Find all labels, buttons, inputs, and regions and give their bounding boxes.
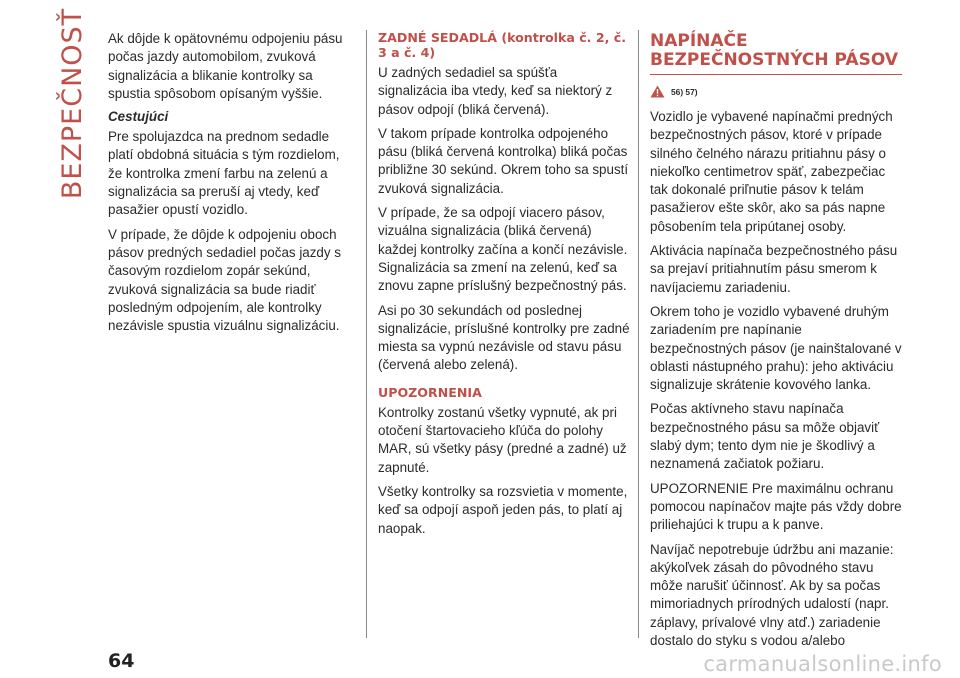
paragraph: Okrem toho je vozidlo vybavené druhým zariadením pre napínanie bezpečnostných pásov (je nainštalované v oblasti nástupného prahu): jeho aktiváciu signalizuje skrátenie kovového lanka. bbox=[650, 303, 902, 393]
warning-triangle-icon bbox=[650, 85, 665, 98]
paragraph: V prípade, že sa odpojí viacero pásov, vizuálna signalizácia (bliká červená) každej kontrolky začína a končí nezávisle. Signalizácia sa zmení na zelenú, keď sa znovu zapne príslušný bezpečnostný pás. bbox=[378, 205, 628, 294]
warnings-heading: UPOZORNENIA bbox=[378, 384, 482, 400]
section-heading-rear-seats: ZADNÉ SEDADLÁ (kontrolka č. 2, č. 3 a č. 4) bbox=[378, 30, 627, 60]
column-divider bbox=[638, 30, 639, 638]
paragraph: V takom prípade kontrolka odpojeného pásu (bliká červená kontrolka) bliká počas približne 30 sekúnd. Okrem toho sa spustí zvuková signalizácia. bbox=[378, 125, 629, 196]
paragraph: V prípade, že dôjde k odpojeniu oboch pásov predných sedadiel počas jazdy s časovým rozdielom zopár sekúnd, zvuková signalizácia sa bude riadiť posledným odpojením, ale kontrolky nezávisle spustia vizuálnu signalizáciu. bbox=[108, 226, 341, 334]
paragraph: Asi po 30 sekundách od poslednej signalizácie, príslušné kontrolky pre zadné miesta sa vypnú nezávisle od stavu pásu (červená alebo zelená). bbox=[378, 302, 630, 373]
column-2 bbox=[378, 30, 630, 544]
column-1 bbox=[108, 30, 356, 341]
column-3 bbox=[650, 30, 902, 656]
column-divider bbox=[366, 30, 367, 638]
watermark: carmanualsonline.info bbox=[703, 652, 942, 676]
paragraph: Aktivácia napínača bezpečnostného pásu sa prejaví pritiahnutím pásu smerom k navíjaciemu zariadeniu. bbox=[650, 243, 898, 295]
paragraph: Pre spolujazdca na prednom sedadle platí obdobná situácia s tým rozdielom, že kontrolka zmení farbu na zelenú a signalizácia sa preruší aj vtedy, keď pasažier opustí vozidlo. bbox=[108, 129, 340, 218]
paragraph: Ak dôjde k opätovnému odpojeniu pásu počas jazdy automobilom, zvuková signalizácia a blikanie kontrolky sa spustia spôsobom opísaným vyššie. bbox=[108, 31, 343, 101]
page-number: 64 bbox=[108, 650, 135, 672]
paragraph: Kontrolky zostanú všetky vypnuté, ak pri otočení štartovacieho kľúča do polohy MAR, sú všetky pásy (predné a zadné) už zapnuté. bbox=[378, 404, 627, 475]
paragraph: Vozidlo je vybavené napínačmi predných bezpečnostných pásov, ktoré v prípade silného čelného nárazu pritiahnu pásy o niekoľko centimetrov späť, zabezpečiac tak dokonalé priľnutie pásov k telám pasažierov ešte skôr, ako sa pás napne pôsobením tela pripútanej osoby. bbox=[650, 109, 893, 234]
warning-references bbox=[650, 85, 902, 98]
section-side-tab-label: BEZPEČNOSŤ bbox=[57, 7, 89, 199]
subheading-passengers: Cestujúci bbox=[108, 109, 169, 125]
paragraph: Všetky kontrolky sa rozsvietia v momente, keď sa odpojí aspoň jeden pás, to platí aj naopak. bbox=[378, 483, 628, 536]
warning-reference-numbers: 56) 57) bbox=[671, 86, 698, 97]
paragraph: Počas aktívneho stavu napínača bezpečnostného pásu sa môže objaviť slabý dym; tento dym nie je škodlivý a neznamená začiatok požiaru. bbox=[650, 401, 880, 472]
paragraph: Navíjač nepotrebuje údržbu ani mazanie: akýkoľvek zásah do pôvodného stavu môže narušiť účinnosť. Ak by sa počas mimoriadnych prírodných udalostí (napr. záplavy, prívalové vlny atď.) zariadenie dostalo do styku s vodou a/alebo bbox=[650, 541, 894, 649]
paragraph: U zadných sedadiel sa spúšťa signalizácia iba vtedy, keď sa niektorý z pásov odpojí (bliká červená). bbox=[378, 65, 613, 117]
section-heading-pretensioners: NAPÍNAČE BEZPEČNOSTNÝCH PÁSOV bbox=[650, 32, 902, 75]
section-side-tab bbox=[57, 7, 89, 199]
paragraph: UPOZORNENIE Pre maximálnu ochranu pomocou napínačov majte pás vždy dobre priliehajúci k trupu a k panve. bbox=[650, 480, 902, 533]
